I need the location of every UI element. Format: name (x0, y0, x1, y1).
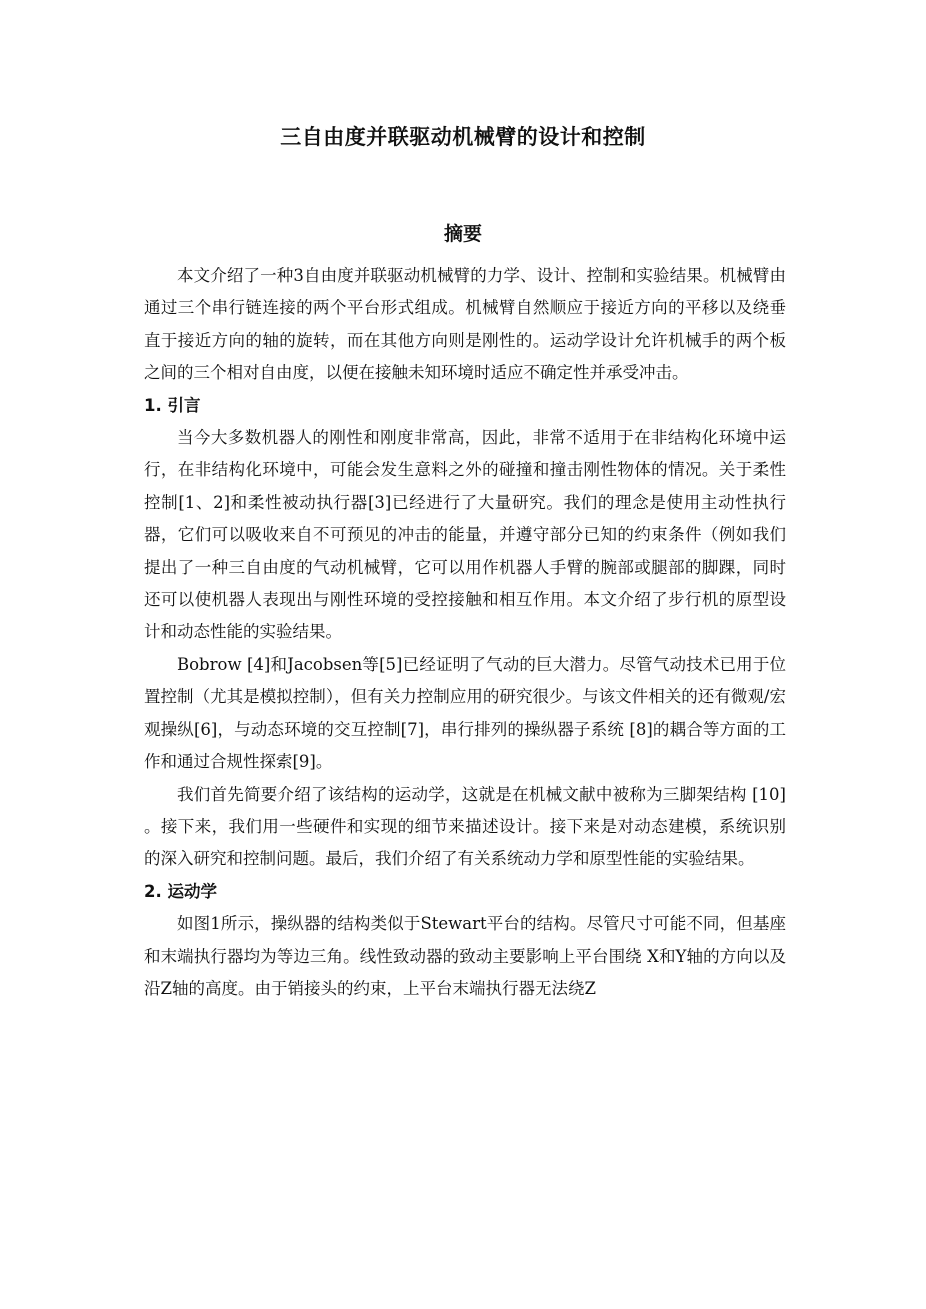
paragraph: 如图1所示，操纵器的结构类似于Stewart平台的结构。尽管尺寸可能不同，但基座和末端执行器均为等边三角。线性致动器的致动主要影响上平台围绕 X和Y轴的方向以及沿Z轴的高度。由于销接头的约束，上平台末端执行器无法绕Z (144, 914, 786, 998)
paragraph: 当今大多数机器人的刚性和刚度非常高，因此，非常不适用于在非结构化环境中运行，在非结构化环境中，可能会发生意料之外的碰撞和撞击刚性物体的情况。关于柔性控制[1、2]和柔性被动执行器[3]已经进行了大量研究。我们的理念是使用主动性执行器，它们可以吸收来自不可预见的冲击的能量，并遵守部分已知的约束条件（例如我们提出了一种三自由度的气动机械臂，它可以用作机器人手臂的腕部或腿部的脚踝，同时还可以使机器人表现出与刚性环境的受控接触和相互作用。本文介绍了步行机的原型设计和动态性能的实验结果。 (144, 428, 786, 642)
section-heading-introduction: 1. 引言 (144, 395, 201, 415)
page-title: 三自由度并联驱动机械臂的设计和控制 (280, 125, 646, 149)
paragraph: 我们首先简要介绍了该结构的运动学，这就是在机械文献中被称为三脚架结构 [10] 。接下来，我们用一些硬件和实现的细节来描述设计。接下来是对动态建模，系统识别的深入研究和控制问题。最后，我们介绍了有关系统动力学和原型性能的实验结果。 (144, 784, 786, 869)
paragraph: Bobrow [4]和Jacobsen等[5]已经证明了气动的巨大潜力。尽管气动技术已用于位置控制（尤其是模拟控制），但有关力控制应用的研究很少。与该文件相关的还有微观/宏观操纵[6]，与动态环境的交互控制[7]，串行排列的操纵器子系统 [8]的耦合等方面的工作和通过合规性探索[9]。 (144, 654, 786, 772)
abstract-heading: 摘要 (443, 223, 482, 245)
document-body (144, 260, 786, 1005)
section-heading-kinematics: 2. 运动学 (144, 881, 217, 901)
abstract-paragraph: 本文介绍了一种3自由度并联驱动机械臂的力学、设计、控制和实验结果。机械臂由通过三个串行链连接的两个平台形式组成。机械臂自然顺应于接近方向的平移以及绕垂直于接近方向的轴的旋转，而在其他方向则是刚性的。运动学设计允许机械手的两个板之间的三个相对自由度，以便在接触未知环境时适应不确定性并承受冲击。 (144, 266, 786, 383)
